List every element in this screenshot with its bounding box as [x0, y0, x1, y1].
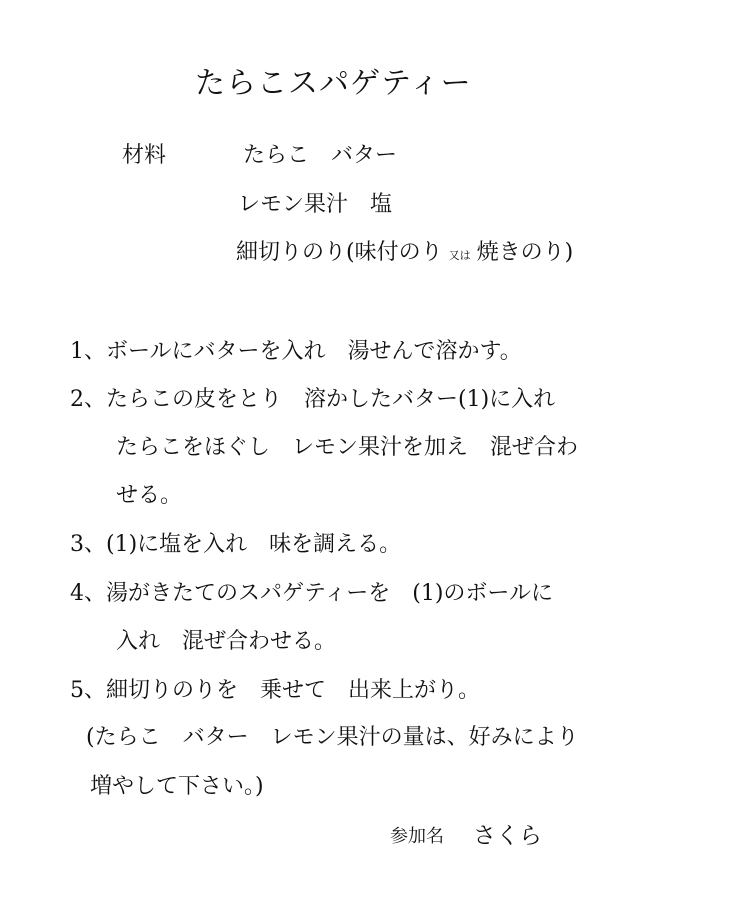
ingredients-label: 材料 [122, 143, 167, 168]
participant-name: さくら [473, 823, 542, 849]
note-line-2: 増やして下さい。) [90, 774, 264, 799]
ingredient-line-3-main: 細切りのり(味付のり [236, 240, 443, 265]
step-2-line-1: 2、たらこの皮をとり 溶かしたバター(1)に入れ [70, 387, 556, 412]
step-4-line-2: 入れ 混ぜ合わせる。 [116, 629, 337, 654]
step-3: 3、(1)に塩を入れ 味を調える。 [70, 532, 402, 557]
ingredient-line-3 [236, 235, 573, 266]
note-line-1: (たらこ バター レモン果汁の量は、好みにより [86, 725, 579, 750]
ingredient-line-3-end: 焼きのり) [476, 240, 574, 265]
ingredient-line-1: たらこ バター [243, 143, 398, 168]
step-2-line-2: たらこをほぐし レモン果汁を加え 混ぜ合わ [116, 435, 579, 460]
step-1: 1、ボールにバターを入れ 湯せんで溶かす。 [70, 339, 522, 364]
ingredient-line-2: レモン果汁 塩 [238, 192, 393, 217]
step-4-line-1: 4、湯がきたてのスパゲティーを (1)のボールに [70, 581, 553, 606]
step-2-line-3: せる。 [116, 483, 183, 508]
participant-label: 参加名 [390, 826, 444, 847]
step-5: 5、細切りのりを 乗せて 出来上がり。 [70, 678, 480, 703]
recipe-title: たらこスパゲティー [195, 66, 472, 101]
ingredient-line-3-or: 又は [448, 249, 471, 262]
